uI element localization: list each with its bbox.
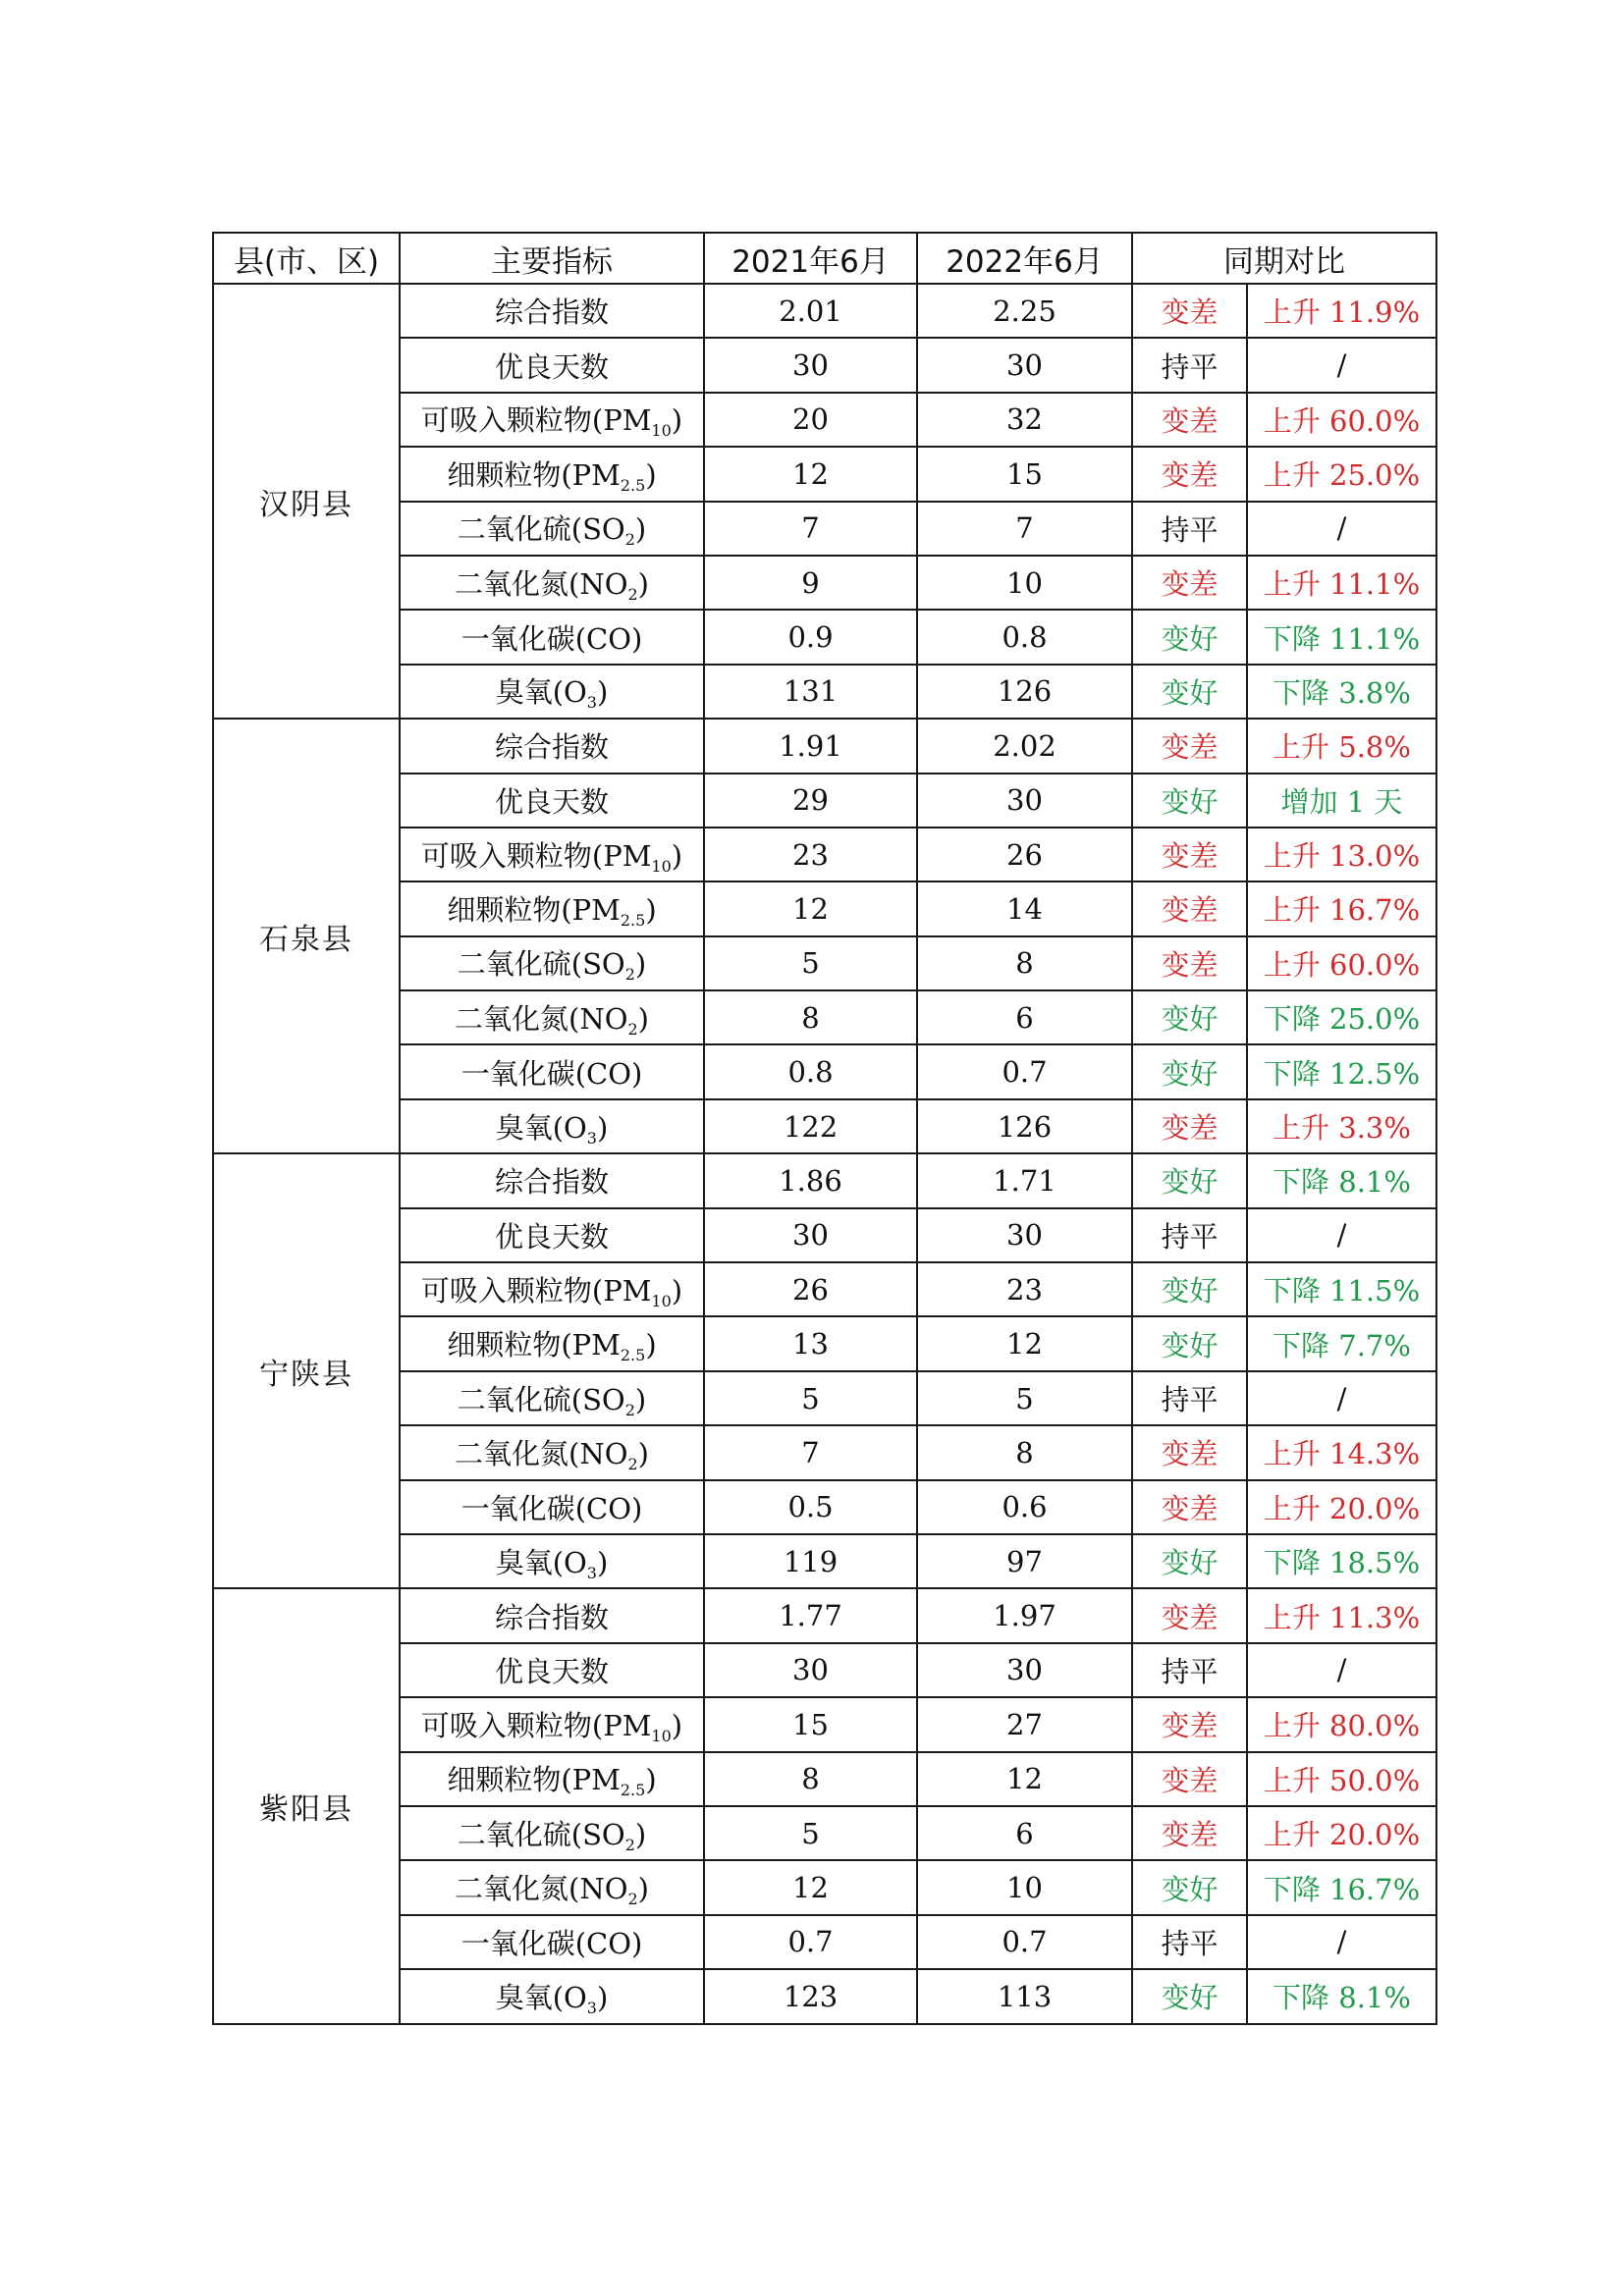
indicator-name — [400, 556, 704, 610]
value-2021: 0.5 — [704, 1480, 917, 1534]
trend-change: / — [1247, 338, 1436, 392]
trend-change: 下降 11.5% — [1247, 1262, 1436, 1316]
table-row — [213, 1153, 1436, 1207]
trend-change: / — [1247, 1208, 1436, 1262]
indicator-subscript: 3 — [586, 1998, 597, 2017]
indicator-subscript: 3 — [586, 1128, 597, 1148]
value-2021: 9 — [704, 556, 917, 610]
indicator-subscript: 2 — [627, 1890, 638, 1909]
value-2021: 119 — [704, 1534, 917, 1588]
indicator-label: 二氧化硫(SO — [457, 512, 625, 547]
trend-change: 上升 5.8% — [1247, 719, 1436, 773]
indicator-label: 二氧化氮(NO — [455, 1001, 628, 1036]
value-2022: 26 — [917, 828, 1132, 881]
value-2022: 2.25 — [917, 284, 1132, 338]
indicator-name — [400, 1969, 704, 2023]
trend-status: 变差 — [1132, 881, 1247, 935]
trend-status: 变好 — [1132, 1969, 1247, 2023]
value-2021: 122 — [704, 1099, 917, 1153]
value-2022: 2.02 — [917, 719, 1132, 773]
indicator-name — [400, 338, 704, 392]
trend-status: 变好 — [1132, 1316, 1247, 1370]
trend-change: 上升 11.3% — [1247, 1588, 1436, 1642]
indicator-suffix: ) — [671, 838, 683, 873]
indicator-name — [400, 1697, 704, 1751]
trend-change: / — [1247, 1371, 1436, 1425]
trend-change: 下降 16.7% — [1247, 1860, 1436, 1914]
indicator-name — [400, 1534, 704, 1588]
value-2022: 0.6 — [917, 1480, 1132, 1534]
trend-status: 变差 — [1132, 556, 1247, 610]
indicator-name — [400, 719, 704, 773]
trend-status: 持平 — [1132, 1643, 1247, 1697]
trend-status: 变好 — [1132, 1262, 1247, 1316]
indicator-name — [400, 936, 704, 990]
trend-change: 下降 12.5% — [1247, 1044, 1436, 1098]
value-2022: 30 — [917, 338, 1132, 392]
trend-change: 上升 11.9% — [1247, 284, 1436, 338]
value-2022: 6 — [917, 990, 1132, 1044]
indicator-name — [400, 393, 704, 447]
indicator-suffix: ) — [671, 403, 683, 438]
indicator-label: 可吸入颗粒物(PM — [420, 1708, 652, 1742]
indicator-label: 臭氧(O — [495, 1980, 587, 2014]
indicator-subscript: 10 — [651, 856, 672, 876]
indicator-name — [400, 881, 704, 935]
indicator-name — [400, 1316, 704, 1370]
indicator-subscript: 2.5 — [620, 475, 646, 495]
trend-status: 变差 — [1132, 447, 1247, 501]
value-2022: 1.97 — [917, 1588, 1132, 1642]
value-2021: 0.8 — [704, 1044, 917, 1098]
trend-status: 持平 — [1132, 1915, 1247, 1969]
trend-change: / — [1247, 1915, 1436, 1969]
indicator-subscript: 2.5 — [620, 1346, 646, 1365]
trend-status: 变好 — [1132, 610, 1247, 664]
trend-status: 变好 — [1132, 1534, 1247, 1588]
trend-status: 变好 — [1132, 774, 1247, 828]
indicator-label: 二氧化氮(NO — [455, 1872, 628, 1906]
value-2022: 12 — [917, 1752, 1132, 1806]
value-2021: 29 — [704, 774, 917, 828]
indicator-name — [400, 610, 704, 664]
value-2022: 30 — [917, 1643, 1132, 1697]
indicator-suffix: ) — [645, 1763, 657, 1797]
value-2021: 30 — [704, 338, 917, 392]
indicator-name — [400, 1153, 704, 1207]
trend-status: 变好 — [1132, 665, 1247, 719]
indicator-name — [400, 1806, 704, 1860]
indicator-label: 二氧化氮(NO — [455, 1436, 628, 1470]
indicator-label: 优良天数 — [494, 349, 609, 384]
value-2022: 8 — [917, 1425, 1132, 1479]
trend-change: / — [1247, 502, 1436, 556]
value-2021: 12 — [704, 881, 917, 935]
indicator-subscript: 10 — [651, 1726, 672, 1745]
indicator-label: 臭氧(O — [495, 675, 587, 710]
indicator-label: 二氧化氮(NO — [455, 566, 628, 601]
indicator-label: 臭氧(O — [495, 1545, 587, 1579]
trend-status: 变差 — [1132, 284, 1247, 338]
value-2022: 1.71 — [917, 1153, 1132, 1207]
value-2022: 7 — [917, 502, 1132, 556]
indicator-subscript: 2 — [624, 965, 635, 985]
value-2022: 0.7 — [917, 1915, 1132, 1969]
indicator-name — [400, 1425, 704, 1479]
indicator-label: 一氧化碳(CO) — [460, 621, 643, 656]
indicator-label: 细颗粒物(PM — [447, 1328, 621, 1362]
table-row — [213, 1588, 1436, 1642]
trend-status: 变差 — [1132, 1697, 1247, 1751]
value-2022: 14 — [917, 881, 1132, 935]
value-2021: 1.91 — [704, 719, 917, 773]
header-compare: 同期对比 — [1132, 233, 1436, 284]
indicator-suffix: ) — [596, 1545, 609, 1579]
indicator-label: 可吸入颗粒物(PM — [420, 403, 652, 438]
trend-change: 上升 80.0% — [1247, 1697, 1436, 1751]
indicator-subscript: 2 — [624, 1835, 635, 1854]
indicator-name — [400, 1099, 704, 1153]
indicator-label: 二氧化硫(SO — [457, 1382, 625, 1416]
trend-status: 持平 — [1132, 1371, 1247, 1425]
trend-status: 变好 — [1132, 1044, 1247, 1098]
value-2022: 23 — [917, 1262, 1132, 1316]
indicator-name — [400, 1588, 704, 1642]
indicator-suffix: ) — [637, 1872, 649, 1906]
value-2021: 123 — [704, 1969, 917, 2023]
indicator-name — [400, 1643, 704, 1697]
trend-change: 上升 14.3% — [1247, 1425, 1436, 1479]
trend-status: 持平 — [1132, 338, 1247, 392]
indicator-name — [400, 1044, 704, 1098]
indicator-name — [400, 665, 704, 719]
indicator-suffix: ) — [634, 1382, 647, 1416]
indicator-name — [400, 990, 704, 1044]
indicator-label: 细颗粒物(PM — [447, 457, 621, 492]
indicator-subscript: 2.5 — [620, 1781, 646, 1800]
header-county: 县(市、区) — [213, 233, 400, 284]
trend-status: 变差 — [1132, 1752, 1247, 1806]
indicator-label: 二氧化硫(SO — [457, 1817, 625, 1851]
indicator-label: 优良天数 — [494, 784, 609, 819]
trend-change: 上升 16.7% — [1247, 881, 1436, 935]
trend-status: 变差 — [1132, 828, 1247, 881]
value-2022: 32 — [917, 393, 1132, 447]
trend-change: 增加 1 天 — [1247, 774, 1436, 828]
indicator-suffix: ) — [596, 1110, 609, 1145]
trend-change: 上升 13.0% — [1247, 828, 1436, 881]
value-2021: 7 — [704, 1425, 917, 1479]
indicator-name — [400, 284, 704, 338]
value-2022: 126 — [917, 1099, 1132, 1153]
county-name: 紫阳县 — [213, 1588, 400, 2023]
value-2021: 12 — [704, 1860, 917, 1914]
trend-change: / — [1247, 1643, 1436, 1697]
trend-status: 变差 — [1132, 1588, 1247, 1642]
trend-status: 持平 — [1132, 1208, 1247, 1262]
header-2021: 2021年6月 — [704, 233, 917, 284]
trend-change: 上升 11.1% — [1247, 556, 1436, 610]
value-2021: 131 — [704, 665, 917, 719]
indicator-label: 臭氧(O — [495, 1110, 587, 1145]
value-2022: 30 — [917, 1208, 1132, 1262]
indicator-label: 优良天数 — [494, 1219, 609, 1254]
trend-change: 上升 25.0% — [1247, 447, 1436, 501]
table-row — [213, 284, 1436, 338]
trend-status: 变差 — [1132, 393, 1247, 447]
indicator-name — [400, 447, 704, 501]
county-name: 宁陕县 — [213, 1153, 400, 1588]
value-2022: 5 — [917, 1371, 1132, 1425]
trend-change: 下降 25.0% — [1247, 990, 1436, 1044]
indicator-name — [400, 1860, 704, 1914]
indicator-suffix: ) — [637, 566, 649, 601]
indicator-suffix: ) — [637, 1001, 649, 1036]
indicator-name — [400, 774, 704, 828]
indicator-suffix: ) — [671, 1708, 683, 1742]
value-2021: 23 — [704, 828, 917, 881]
value-2021: 7 — [704, 502, 917, 556]
trend-status: 变差 — [1132, 719, 1247, 773]
county-name: 石泉县 — [213, 719, 400, 1153]
indicator-subscript: 10 — [651, 421, 672, 441]
indicator-name — [400, 1371, 704, 1425]
header-2022: 2022年6月 — [917, 233, 1132, 284]
value-2021: 30 — [704, 1208, 917, 1262]
indicator-subscript: 2 — [627, 1454, 638, 1473]
indicator-label: 一氧化碳(CO) — [460, 1491, 643, 1525]
indicator-label: 综合指数 — [494, 730, 609, 765]
value-2021: 8 — [704, 1752, 917, 1806]
value-2021: 5 — [704, 936, 917, 990]
value-2022: 10 — [917, 556, 1132, 610]
indicator-suffix: ) — [596, 675, 609, 710]
indicator-name — [400, 1752, 704, 1806]
air-quality-table — [212, 232, 1437, 2025]
trend-status: 变差 — [1132, 1806, 1247, 1860]
indicator-name — [400, 1480, 704, 1534]
indicator-name — [400, 502, 704, 556]
indicator-suffix: ) — [637, 1436, 649, 1470]
value-2022: 6 — [917, 1806, 1132, 1860]
value-2021: 12 — [704, 447, 917, 501]
trend-change: 上升 3.3% — [1247, 1099, 1436, 1153]
indicator-subscript: 2 — [624, 530, 635, 550]
indicator-name — [400, 1915, 704, 1969]
indicator-subscript: 3 — [586, 1563, 597, 1582]
trend-status: 变好 — [1132, 1860, 1247, 1914]
value-2021: 5 — [704, 1806, 917, 1860]
indicator-subscript: 10 — [651, 1291, 672, 1310]
indicator-suffix: ) — [645, 457, 657, 492]
indicator-label: 一氧化碳(CO) — [460, 1056, 643, 1091]
trend-change: 下降 7.7% — [1247, 1316, 1436, 1370]
value-2021: 8 — [704, 990, 917, 1044]
indicator-subscript: 2 — [627, 1019, 638, 1039]
indicator-label: 综合指数 — [494, 1165, 609, 1200]
indicator-label: 一氧化碳(CO) — [460, 1926, 643, 1960]
indicator-label: 可吸入颗粒物(PM — [420, 1273, 652, 1308]
value-2022: 0.8 — [917, 610, 1132, 664]
trend-status: 变差 — [1132, 1425, 1247, 1479]
trend-change: 上升 60.0% — [1247, 936, 1436, 990]
value-2021: 15 — [704, 1697, 917, 1751]
indicator-name — [400, 1208, 704, 1262]
indicator-subscript: 2 — [624, 1400, 635, 1419]
indicator-suffix: ) — [645, 1328, 657, 1362]
value-2021: 30 — [704, 1643, 917, 1697]
indicator-label: 综合指数 — [494, 1600, 609, 1634]
value-2022: 97 — [917, 1534, 1132, 1588]
value-2021: 26 — [704, 1262, 917, 1316]
value-2021: 2.01 — [704, 284, 917, 338]
value-2022: 27 — [917, 1697, 1132, 1751]
value-2022: 10 — [917, 1860, 1132, 1914]
trend-change: 下降 18.5% — [1247, 1534, 1436, 1588]
indicator-suffix: ) — [671, 1273, 683, 1308]
indicator-name — [400, 828, 704, 881]
indicator-label: 可吸入颗粒物(PM — [420, 838, 652, 873]
value-2021: 5 — [704, 1371, 917, 1425]
indicator-suffix: ) — [596, 1980, 609, 2014]
value-2021: 0.7 — [704, 1915, 917, 1969]
value-2022: 15 — [917, 447, 1132, 501]
indicator-suffix: ) — [645, 892, 657, 927]
trend-status: 变差 — [1132, 936, 1247, 990]
value-2022: 113 — [917, 1969, 1132, 2023]
value-2021: 0.9 — [704, 610, 917, 664]
table-row — [213, 719, 1436, 773]
trend-status: 变差 — [1132, 1099, 1247, 1153]
county-name: 汉阴县 — [213, 284, 400, 719]
trend-status: 持平 — [1132, 502, 1247, 556]
header-indicator: 主要指标 — [400, 233, 704, 284]
value-2021: 13 — [704, 1316, 917, 1370]
value-2022: 8 — [917, 936, 1132, 990]
trend-change: 下降 8.1% — [1247, 1969, 1436, 2023]
indicator-label: 细颗粒物(PM — [447, 892, 621, 927]
value-2022: 12 — [917, 1316, 1132, 1370]
header-row — [213, 233, 1436, 284]
indicator-label: 综合指数 — [494, 295, 609, 330]
indicator-label: 二氧化硫(SO — [457, 947, 625, 982]
trend-change: 下降 11.1% — [1247, 610, 1436, 664]
value-2021: 20 — [704, 393, 917, 447]
indicator-suffix: ) — [634, 947, 647, 982]
value-2022: 0.7 — [917, 1044, 1132, 1098]
indicator-name — [400, 1262, 704, 1316]
trend-change: 下降 3.8% — [1247, 665, 1436, 719]
trend-change: 上升 60.0% — [1247, 393, 1436, 447]
indicator-suffix: ) — [634, 512, 647, 547]
trend-status: 变好 — [1132, 1153, 1247, 1207]
indicator-label: 优良天数 — [494, 1654, 609, 1688]
indicator-suffix: ) — [634, 1817, 647, 1851]
trend-change: 上升 20.0% — [1247, 1480, 1436, 1534]
value-2021: 1.86 — [704, 1153, 917, 1207]
value-2021: 1.77 — [704, 1588, 917, 1642]
indicator-label: 细颗粒物(PM — [447, 1763, 621, 1797]
trend-change: 下降 8.1% — [1247, 1153, 1436, 1207]
indicator-subscript: 3 — [586, 693, 597, 713]
trend-status: 变差 — [1132, 1480, 1247, 1534]
table-body — [213, 284, 1436, 2024]
trend-change: 上升 20.0% — [1247, 1806, 1436, 1860]
value-2022: 30 — [917, 774, 1132, 828]
trend-status: 变好 — [1132, 990, 1247, 1044]
indicator-subscript: 2.5 — [620, 910, 646, 930]
indicator-subscript: 2 — [627, 584, 638, 604]
value-2022: 126 — [917, 665, 1132, 719]
trend-change: 上升 50.0% — [1247, 1752, 1436, 1806]
